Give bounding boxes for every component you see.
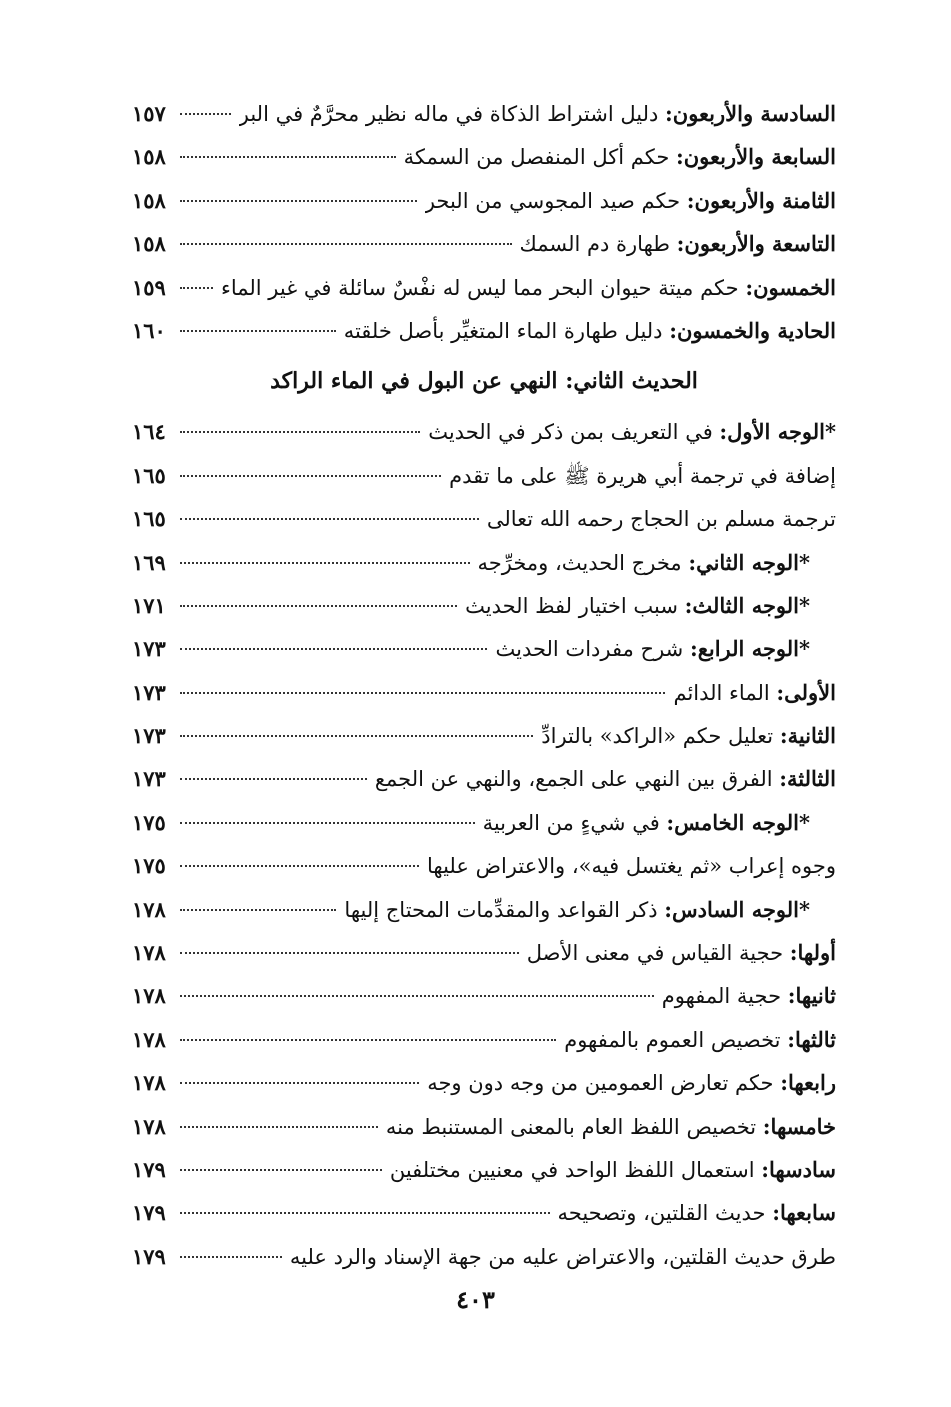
dot-leader — [180, 691, 665, 694]
toc-entry-page: ١٧٣ — [132, 636, 166, 662]
toc-entry-text — [344, 888, 836, 932]
toc-entry — [132, 1061, 836, 1104]
dot-leader — [180, 242, 512, 245]
toc-entry-lead: أولها: — [789, 940, 836, 966]
toc-entry-title: وجوه إعراب «ثم يغتسل فيه»، والاعتراض عليها — [427, 854, 836, 879]
toc-entry-text — [390, 1148, 836, 1192]
toc-entry-lead: السابعة والأربعون: — [675, 144, 836, 170]
toc-entry-title: دليل اشتراط الذكاة في ماله نظير محرَّمٌ في البر — [238, 102, 666, 126]
toc-entry-page: ١٧٨ — [132, 940, 166, 966]
toc-entry — [132, 714, 836, 757]
dot-leader — [180, 951, 519, 954]
dot-leader — [180, 1125, 378, 1128]
toc-entry-title: ذكر القواعد والمقدِّمات المحتاج إليها — [344, 897, 665, 922]
toc-entry — [132, 1148, 836, 1191]
toc-entry-page: ١٧٣ — [132, 723, 166, 749]
toc-entry-text — [375, 757, 836, 801]
toc-entry-text — [427, 845, 836, 888]
toc-entry-page: ١٧٨ — [132, 1026, 166, 1052]
toc-entry — [132, 92, 836, 135]
toc-entry-lead: *الوجه السادس: — [664, 896, 810, 922]
dot-leader — [180, 329, 336, 332]
dot-leader — [180, 517, 479, 520]
toc-entry-lead: التاسعة والأربعون: — [676, 231, 836, 257]
toc-entry-text — [427, 1061, 836, 1105]
toc-entry-page: ١٧٩ — [132, 1243, 166, 1269]
toc-entry-page: ١٦٥ — [132, 506, 166, 532]
toc-entry-title: مخرج الحديث، ومخرِّجه — [477, 550, 689, 575]
toc-entry — [132, 757, 836, 800]
dot-leader — [180, 1081, 419, 1084]
toc-entry-lead: الثالثة: — [779, 766, 836, 792]
dot-leader — [180, 908, 336, 911]
toc-entry-page: ١٧٥ — [132, 809, 166, 835]
toc-entry-title: حكم ميتة حيوان البحر مما ليس له نفْسٌ سائلة في غير الماء — [220, 275, 746, 300]
section-heading: الحديث الثاني: النهي عن البول في الماء الراكد — [270, 368, 698, 395]
toc-entry-page: ١٧٩ — [132, 1156, 166, 1182]
toc-entry-title: ترجمة مسلم بن الحجاج رحمه الله تعالى — [486, 507, 836, 532]
toc-entry-text — [527, 931, 836, 975]
toc-entry-text — [425, 179, 836, 223]
dot-leader — [180, 821, 475, 824]
toc-entry — [132, 266, 836, 309]
toc-entry-title: إضافة في ترجمة أبي هريرة ﷺ على ما تقدم — [449, 463, 836, 488]
toc-entry-lead: خامسها: — [762, 1113, 836, 1139]
toc-group-first — [132, 92, 836, 352]
toc-entry — [132, 1191, 836, 1234]
toc-entry-page: ١٧٩ — [132, 1200, 166, 1226]
toc-entry-title: الفرق بين النهي على الجمع، والنهي عن الجمع — [374, 767, 780, 792]
toc-entry-page: ١٦٥ — [132, 462, 166, 488]
toc-entry-title: حكم صيد المجوسي من البحر — [424, 188, 687, 213]
toc-entry-page: ١٧٨ — [132, 1113, 166, 1139]
toc-entry — [132, 309, 836, 352]
toc-entry-title: الماء الدائم — [673, 680, 777, 705]
dot-leader — [180, 864, 419, 867]
toc-entry — [132, 179, 836, 222]
toc-entry-lead: سادسها: — [761, 1156, 836, 1182]
toc-entry-text — [449, 455, 836, 498]
toc-entry-text — [478, 541, 837, 585]
page-number: ٤٠٣ — [456, 1285, 495, 1314]
toc-entry-page: ١٧٨ — [132, 983, 166, 1009]
toc-entry-title: في التعريف بمن ذكر في الحديث — [428, 420, 720, 445]
dot-leader — [180, 561, 470, 564]
toc-entry-lead: *الوجه الأول: — [719, 419, 836, 445]
toc-entry-text — [520, 222, 836, 266]
toc-entry-lead: *الوجه الثالث: — [684, 592, 810, 618]
toc-entry-title: حديث القلتين، وتصحيحه — [557, 1201, 773, 1226]
toc-entry — [132, 410, 836, 453]
toc-entry-text — [344, 309, 836, 353]
toc-entry-lead: الثامنة والأربعون: — [686, 187, 836, 213]
toc-entry — [132, 1018, 836, 1061]
toc-entry — [132, 584, 836, 627]
toc-entry-title: حكم تعارض العمومين من وجه دون وجه — [427, 1071, 781, 1096]
dot-leader — [180, 604, 457, 607]
toc-entry — [132, 135, 836, 178]
toc-entry-page: ١٦٠ — [132, 317, 166, 343]
toc-entry-text — [673, 671, 836, 715]
toc-entry-title: تخصيص اللفظ العام بالمعنى المستنبط منه — [385, 1114, 763, 1139]
toc-entry — [132, 541, 836, 584]
toc-entry-lead: الخمسون: — [745, 274, 836, 300]
toc-entry-lead: ثانيها: — [787, 983, 836, 1009]
toc-entry-title: شرح مفردات الحديث — [495, 637, 690, 662]
toc-entry-text — [290, 1236, 836, 1279]
toc-entry-text — [239, 92, 836, 136]
dot-leader — [180, 777, 367, 780]
toc-entry-page: ١٧٣ — [132, 766, 166, 792]
toc-entry-title: حكم أكل المنفصل من السمكة — [403, 145, 676, 170]
toc-entry-title: استعمال اللفظ الواحد في معنيين مختلفين — [389, 1157, 762, 1182]
toc-entry-page: ١٦٩ — [132, 549, 166, 575]
toc-entry-title: طهارة دم السمك — [519, 232, 677, 257]
toc-entry-lead: سابعها: — [772, 1200, 836, 1226]
toc-entry — [132, 454, 836, 497]
toc-entry-title: حجية القياس في معنى الأصل — [526, 941, 790, 966]
dot-leader — [180, 155, 396, 158]
dot-leader — [180, 199, 417, 202]
toc-entry-lead: *الوجه الثاني: — [688, 549, 810, 575]
toc-entry-page: ١٥٨ — [132, 231, 166, 257]
toc-entry-page: ١٧١ — [132, 592, 166, 618]
dot-leader — [180, 430, 420, 433]
toc-entry-text — [428, 410, 836, 454]
toc-entry-text — [487, 498, 836, 541]
toc-entry-page: ١٧٥ — [132, 853, 166, 879]
toc-entry-title: في شيءٍ من العربية — [482, 810, 667, 835]
toc-entry — [132, 222, 836, 265]
dot-leader — [180, 474, 441, 477]
toc-entry — [132, 497, 836, 540]
toc-entry-lead: الأولى: — [776, 679, 836, 705]
toc-entry — [132, 671, 836, 714]
dot-leader — [180, 1211, 550, 1214]
dot-leader — [180, 734, 533, 737]
toc-entry-page: ١٥٧ — [132, 101, 166, 126]
toc-entry-lead: *الوجه الخامس: — [666, 809, 810, 835]
toc-entry — [132, 1105, 836, 1148]
toc-entry-text — [662, 974, 836, 1018]
toc-entry-lead: الحادية والخمسون: — [669, 317, 836, 343]
dot-leader — [180, 647, 487, 650]
toc-entry — [132, 844, 836, 887]
toc-entry — [132, 1235, 836, 1278]
toc-entry-text — [386, 1105, 836, 1149]
toc-entry-text — [404, 135, 836, 179]
toc-entry-page: ١٥٨ — [132, 144, 166, 170]
toc-entry-text — [564, 1018, 836, 1062]
dot-leader — [180, 1168, 382, 1171]
toc-entry-title: تخصيص العموم بالمفهوم — [564, 1027, 788, 1052]
toc-entry-title: دليل طهارة الماء المتغيِّر بأصل خلقته — [343, 318, 670, 343]
toc-entry-text — [541, 714, 836, 758]
toc-entry-page: ١٧٣ — [132, 679, 166, 705]
toc-entry-text — [465, 584, 836, 628]
toc-entry — [132, 801, 836, 844]
dot-leader — [180, 1038, 556, 1041]
dot-leader — [180, 1255, 282, 1258]
toc-entry-page: ١٥٨ — [132, 187, 166, 213]
toc-entry-text — [495, 627, 836, 671]
toc-entry-lead: *الوجه الرابع: — [689, 636, 810, 662]
toc-entry-page: ١٥٩ — [132, 274, 166, 300]
toc-entry-title: طرق حديث القلتين، والاعتراض عليه من جهة الإسناد والرد عليه — [289, 1244, 836, 1269]
toc-entry-lead: الثانية: — [779, 723, 836, 749]
toc-entry — [132, 931, 836, 974]
toc-entry-page: ١٧٨ — [132, 1070, 166, 1096]
dot-leader — [180, 286, 213, 289]
dot-leader — [180, 994, 654, 997]
toc-entry-page: ١٦٤ — [132, 419, 166, 445]
toc-entry-page: ١٧٨ — [132, 896, 166, 922]
toc-entry — [132, 974, 836, 1017]
toc-entry-title: حجية المفهوم — [661, 984, 788, 1009]
toc-entry — [132, 888, 836, 931]
toc-entry-text — [558, 1191, 836, 1235]
toc-entry-text — [221, 266, 836, 310]
toc-entry-lead: السادسة والأربعون: — [665, 101, 836, 126]
toc-entry-title: سبب اختيار لفظ الحديث — [465, 593, 685, 618]
toc-entry-lead: رابعها: — [780, 1070, 836, 1096]
toc-entry-text — [483, 801, 836, 845]
toc-group-second — [132, 410, 836, 1278]
dot-leader — [180, 112, 231, 115]
table-of-contents — [132, 92, 836, 1278]
toc-entry-lead: ثالثها: — [787, 1026, 836, 1052]
toc-entry — [132, 627, 836, 670]
toc-entry-title: تعليل حكم «الراكد» بالترادِّ — [541, 724, 780, 749]
